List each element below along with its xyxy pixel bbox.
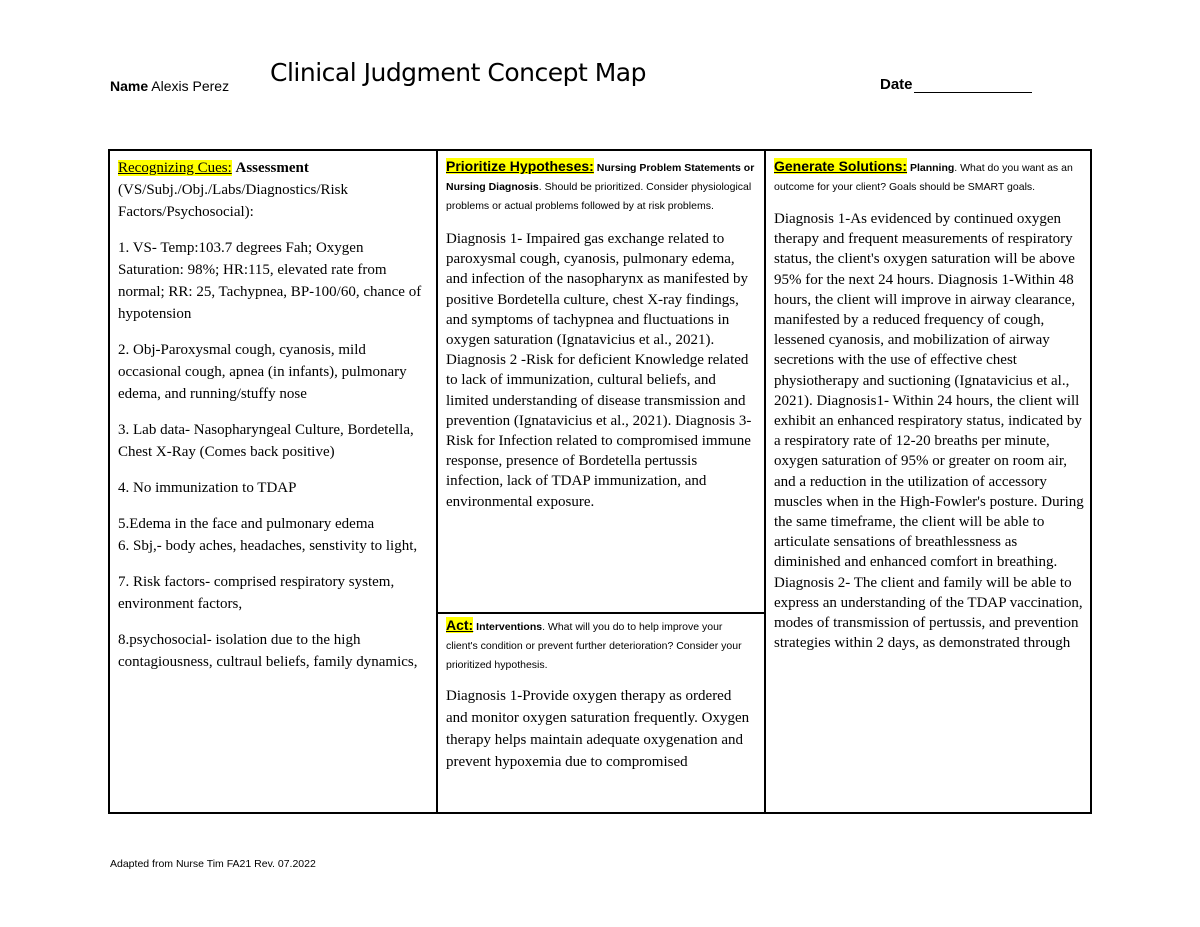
prioritize-hypotheses-cell: [438, 151, 764, 612]
assessment-subheading: (VS/Subj./Obj./Labs/Diagnostics/Risk Factors/Psychosocial):: [118, 182, 349, 220]
date-label: Date: [880, 76, 913, 93]
interventions-label: Interventions: [476, 621, 543, 633]
cue-item: 4. No immunization to TDAP: [118, 480, 297, 496]
recognizing-cues-heading: Recognizing Cues:: [118, 160, 232, 176]
generate-solutions-text: Diagnosis 1-As evidenced by continued oxygen therapy and frequent measurements of respiratory status, the client's oxygen saturation will be above 95% for the next 24 hours. Diagnosis 1-Within 48 hours, the client will improve in airway clearance, manifested by a reduced frequency of cough, lessened cyanosis, and mobilization of airway secretions with the use of effective chest physiotherapy and suctioning (Ignatavicius et al., 2021). Diagnosis1- Within 24 hours, the client will exhibit an enhanced respiratory status, indicated by a respiratory rate of 12-20 breaths per minute, oxygen saturation of 95% or greater on room air, and a reduction in the utilization of accessory muscles when in the High-Fowler's posture. During the same timeframe, the client will be able to articulate sensations of breathlessness as diminished and enhanced comfort in breathing. Diagnosis 2- The client and family will be able to express an understanding of the TDAP vaccination, modes of transmission of pertussis, and prevention strategies within 2 days, as demonstrated through: [774, 211, 1084, 652]
act-instructions: . What will you do to help improve your client's condition or prevent further deterioration? Consider your prioritized hypothesis.: [446, 621, 742, 671]
cue-item: 2. Obj-Paroxysmal cough, cyanosis, mild occasional cough, apnea (in infants), pulmonary edema, and running/stuffy nose: [118, 342, 407, 402]
hypotheses-act-column: [438, 151, 766, 812]
assessment-label: Assessment: [235, 160, 309, 176]
prioritize-instructions: . Should be prioritized. Consider physiological problems or actual problems followed by at risk problems.: [446, 181, 752, 212]
prioritize-heading: Prioritize Hypotheses:: [446, 158, 594, 174]
cue-item: 6. Sbj,- body aches, headaches, senstivity to light,: [118, 538, 418, 554]
page-header: [110, 58, 1110, 98]
cue-item: 7. Risk factors- comprised respiratory system, environment factors,: [118, 574, 395, 612]
cue-item: 8.psychosocial- isolation due to the high contagiousness, cultraul beliefs, family dynamics,: [118, 632, 418, 670]
concept-map-table: [108, 149, 1092, 814]
generate-solutions-column: [766, 151, 1092, 812]
cue-item: 1. VS- Temp:103.7 degrees Fah; Oxygen Saturation: 98%; HR:115, elevated rate from normal; RR: 25, Tachypnea, BP-100/60, chance of hypotension: [118, 240, 422, 322]
student-name: Alexis Perez: [151, 78, 230, 94]
act-cell: [438, 614, 764, 812]
nursing-problem-label: Nursing Problem Statements or Nursing Diagnosis: [446, 162, 755, 193]
prioritize-diagnoses-text: Diagnosis 1- Impaired gas exchange related to paroxysmal cough, cyanosis, pulmonary edema, and infection of the nasopharynx as manifested by positive Bordetella culture, chest X-ray findings, and symptoms of tachypnea and fluctuations in oxygen saturation (Ignatavicius et al., 2021). Diagnosis 2 -Risk for deficient Knowledge related to lack of immunization, cultural beliefs, and limited understanding of disease transmission and prevention (Ignatavicius et al., 2021). Diagnosis 3- Risk for Infection related to compromised immune response, presence of Bordetella pertussis infection, lack of TDAP immunization, and environmental exposure.: [446, 231, 752, 510]
planning-label: Planning: [909, 162, 955, 174]
cues-list: [118, 237, 428, 673]
page-title: Clinical Judgment Concept Map: [270, 58, 646, 87]
recognizing-cues-column: [110, 151, 438, 812]
act-heading: Act:: [446, 617, 474, 633]
act-interventions-text: Diagnosis 1-Provide oxygen therapy as ordered and monitor oxygen saturation frequently. Oxygen therapy helps maintain adequate oxygenation and prevent hypoxemia due to compromised: [446, 688, 750, 770]
name-field: [110, 78, 229, 94]
footer-note: Adapted from Nurse Tim FA21 Rev. 07.2022: [110, 858, 316, 870]
name-label: Name: [110, 78, 149, 94]
cue-item: 3. Lab data- Nasopharyngeal Culture, Bordetella, Chest X-Ray (Comes back positive): [118, 422, 414, 460]
generate-solutions-heading: Generate Solutions:: [774, 158, 908, 174]
date-field: [880, 76, 1032, 93]
date-blank-line: [914, 78, 1032, 93]
generate-instructions: . What do you want as an outcome for your client? Goals should be SMART goals.: [774, 162, 1073, 193]
cue-item: 5.Edema in the face and pulmonary edema: [118, 516, 375, 532]
